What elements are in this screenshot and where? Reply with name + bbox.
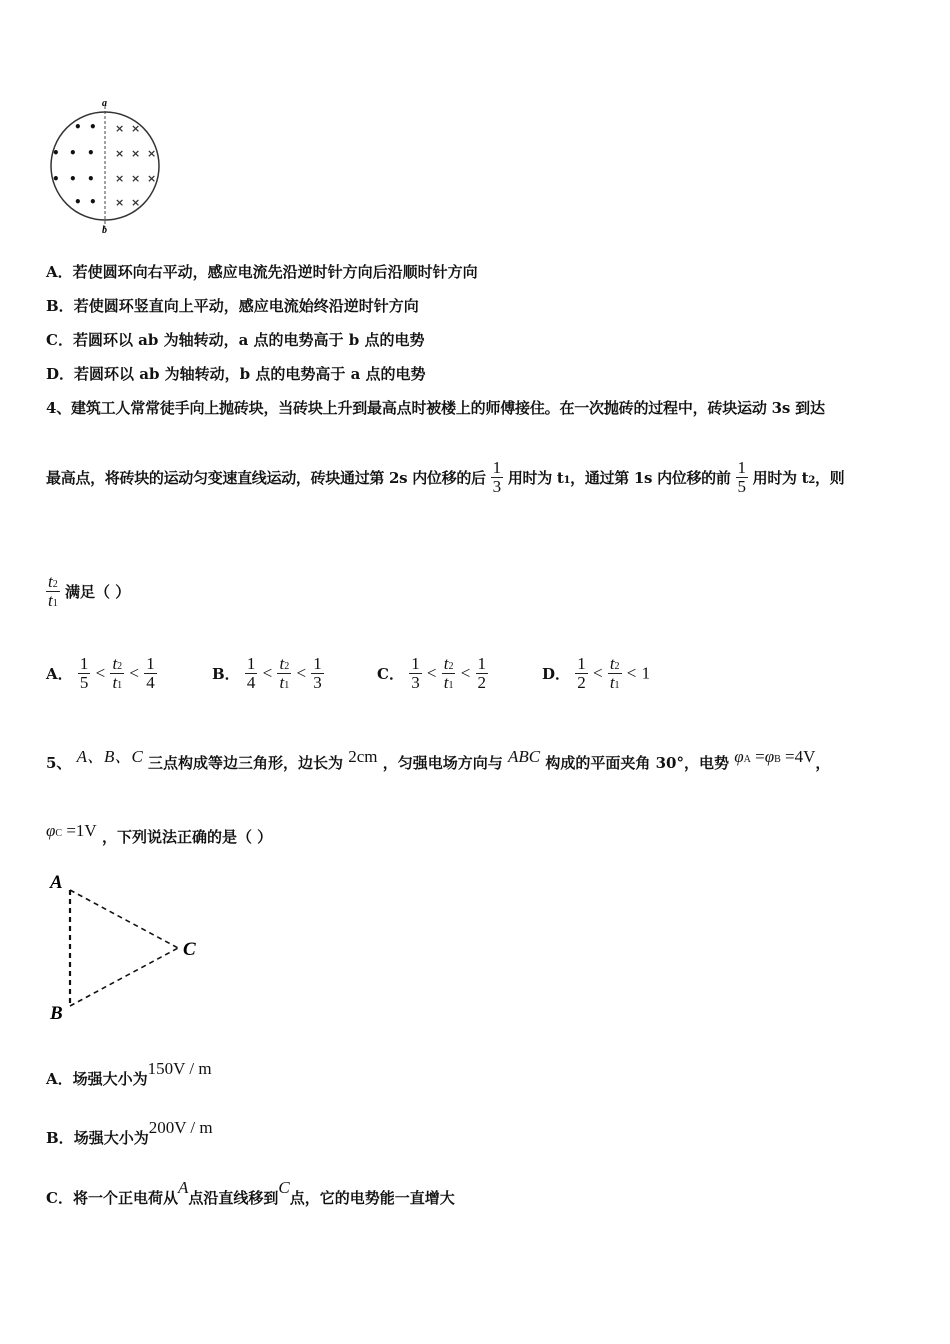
svg-text:×: × bbox=[131, 147, 141, 160]
svg-text:×: × bbox=[131, 196, 141, 209]
q3-option-c: C．若圆环以 ab 为轴转动，a 点的电势高于 b 点的电势 bbox=[46, 331, 425, 349]
svg-text:•: • bbox=[87, 146, 95, 160]
q4-option-a: A． $\frac{1}{5}$ < $\frac{t2}{t1}$ < $\frac{1}{4}$ bbox=[46, 654, 155, 692]
q3-option-d: D．若圆环以 ab 为轴转动，b 点的电势高于 a 点的电势 bbox=[46, 365, 426, 383]
q5-stem-line2: φC =1V ，下列说法正确的是（ ） bbox=[46, 821, 273, 846]
svg-text:×: × bbox=[147, 172, 157, 185]
vertex-label-c: C bbox=[183, 939, 196, 960]
q5-option-a: A．场强大小为150V / m bbox=[46, 1059, 212, 1088]
q4-option-d: D． $\frac{1}{2}$ < $\frac{t2}{t1}$ < 1 bbox=[542, 654, 651, 692]
side-ac bbox=[70, 890, 178, 948]
svg-text:×: × bbox=[131, 122, 141, 135]
svg-text:×: × bbox=[115, 147, 125, 160]
svg-text:•: • bbox=[89, 195, 97, 209]
q3-option-b: B．若使圆环竖直向上平动，感应电流始终沿逆时针方向 bbox=[46, 297, 419, 315]
vertex-label-a: A bbox=[50, 872, 63, 893]
svg-text:•: • bbox=[52, 146, 60, 160]
q5-option-c: C．将一个正电荷从A点沿直线移到C点，它的电势能一直增大 bbox=[46, 1178, 455, 1207]
svg-text:•: • bbox=[52, 172, 60, 186]
svg-text:•: • bbox=[89, 120, 97, 134]
svg-text:•: • bbox=[87, 172, 95, 186]
magnetic-field-ring-figure bbox=[40, 96, 170, 236]
q4-stem-line3: $\frac{t2}{t1}$ 满足（ ） bbox=[48, 572, 131, 610]
svg-text:•: • bbox=[74, 195, 82, 209]
q4-stem-line1: 4、建筑工人常常徒手向上抛砖块，当砖块上升到最高点时被楼上的师傅接住。在一次抛砖的过程中，砖块运动 3s 到达 bbox=[46, 399, 825, 417]
q4-option-c: C． $\frac{1}{3}$ < $\frac{t2}{t1}$ < $\frac{1}{2}$ bbox=[377, 654, 487, 692]
q5-option-b: B．场强大小为200V / m bbox=[46, 1118, 213, 1147]
fraction-one-third: $\frac{1}{3}$ bbox=[492, 458, 501, 496]
side-bc bbox=[70, 948, 178, 1006]
fraction-one-fifth: $\frac{1}{5}$ bbox=[737, 458, 746, 496]
q4-option-b: B． $\frac{1}{4}$ < $\frac{t2}{t1}$ < $\frac{1}{3}$ bbox=[212, 654, 322, 692]
svg-text:×: × bbox=[115, 172, 125, 185]
svg-text:×: × bbox=[115, 122, 125, 135]
ring-label-b: b bbox=[102, 225, 107, 236]
svg-text:×: × bbox=[131, 172, 141, 185]
svg-text:×: × bbox=[115, 196, 125, 209]
svg-text:•: • bbox=[74, 120, 82, 134]
svg-text:×: × bbox=[147, 147, 157, 160]
svg-text:•: • bbox=[69, 172, 77, 186]
field-dots-out bbox=[52, 120, 97, 209]
ratio-t2-over-t1: $\frac{t2}{t1}$ bbox=[48, 572, 58, 610]
ring-label-a: a bbox=[102, 98, 107, 109]
q3-option-a: A．若使圆环向右平动，感应电流先沿逆时针方向后沿顺时针方向 bbox=[46, 263, 478, 281]
q5-stem-line1: 5、 A、B、C 三点构成等边三角形，边长为 2cm ，匀强电场方向与 ABC 构成的平面夹角 30°，电势 φA =φB =4V， bbox=[46, 747, 831, 772]
vertex-label-b: B bbox=[50, 1003, 63, 1024]
svg-text:•: • bbox=[69, 146, 77, 160]
equilateral-triangle-figure bbox=[44, 868, 214, 1028]
q4-stem-line2: 最高点，将砖块的运动匀变速直线运动，砖块通过第 2s 内位移的后 $\frac{1}{3}$ 用时为 t1，通过第 1s 内位移的前 $\frac{1}{5}$ 用时为 t2，则 bbox=[46, 458, 845, 496]
